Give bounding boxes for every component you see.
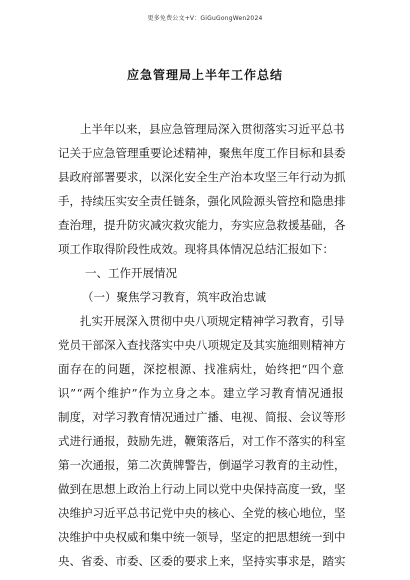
text-line: 项工作取得阶段性成效。现将具体情况总结汇报如下： xyxy=(58,242,334,256)
text-line: 式 进 行 通 报 ， 鼓 励 先 进 ， 鞭 策 落 后 ， 对 工 作 不 落 实 的 科 室 xyxy=(58,434,346,448)
text-line: 扎 实 开 展 深 入 贯 彻 中 央 八 项 规 定 精 神 学 习 教 育 ， 引 导 xyxy=(80,314,345,328)
header-note: 更多免费公文+V：GiGuGongWen2024 xyxy=(147,15,263,22)
text-line: 央 、 省 委 、 市 委 、 区 委 的 要 求 上 来 ， 坚 持 实 事 求 是 ， 踏 实 xyxy=(58,554,346,568)
text-line: 第 一 次 通 报 ， 第 二 次 黄 牌 警 告 ， 倒 逼 学 习 教 育 的 主 动 性 ， xyxy=(58,458,346,472)
text-line: 一、工作开展情况 xyxy=(85,266,177,280)
document-body xyxy=(0,117,410,573)
text-line: 做 到 在 思 想 上 政 治 上 行 动 上 同 以 党 中 央 保 持 高 度 一 致 ， 坚 xyxy=(58,482,346,496)
text-line: 查 治 理 ， 提 升 防 灾 减 灾 救 灾 能 力 ， 夯 实 应 急 救 援 基 础 ， 各 xyxy=(58,218,346,232)
text-line: 决 维 护 中 央 权 威 和 集 中 统 一 领 导 ， 坚 定 的 把 思 想 统 一 到 中 xyxy=(58,530,346,544)
text-line: 制 度 ， 对 学 习 教 育 情 况 通 过 广 播 、 电 视 、 简 报 、 会 议 等 形 xyxy=(58,410,346,424)
text-line: 记 关 于 应 急 管 理 重 要 论 述 精 神 ， 聚 焦 年 度 工 作 目 标 和 县 委 xyxy=(58,146,346,160)
text-line: 党 员 干 部 深 入 查 找 落 实 中 央 八 项 规 定 及 其 实 施 细 则 精 神 方 xyxy=(58,338,346,352)
text-line: 决 维 护 习 近 平 总 书 记 党 中 央 的 核 心 、 全 党 的 核 心 地 位 ， 坚 xyxy=(58,506,346,520)
text-line: 上 半 年 以 来 ， 县 应 急 管 理 局 深 入 贯 彻 落 实 习 近 平 总 书 xyxy=(80,122,345,136)
text-line: 县 政 府 部 署 要 求 ， 以 深 化 安 全 生 产 治 本 攻 坚 三 年 行 动 为 抓 xyxy=(58,170,346,184)
text-line: 识 ” “ 两 个 维 护 ” 作 为 立 身 之 本 。 建 立 学 习 教 育 情 况 通 报 xyxy=(58,386,344,400)
text-line: 手 ， 持 续 压 实 安 全 责 任 链 条 ， 强 化 风 险 源 头 管 控 和 隐 患 排 xyxy=(58,194,346,208)
text-line: （一）聚焦学习教育，筑牢政治忠诚 xyxy=(82,290,266,304)
document-title: 应急管理局上半年工作总结 xyxy=(126,68,283,82)
text-line: 面 存 在 的 问 题 ， 深 挖 根 源 、 找 准 病 灶 ， 始 终 把 “ 四 个 意 xyxy=(58,362,344,376)
